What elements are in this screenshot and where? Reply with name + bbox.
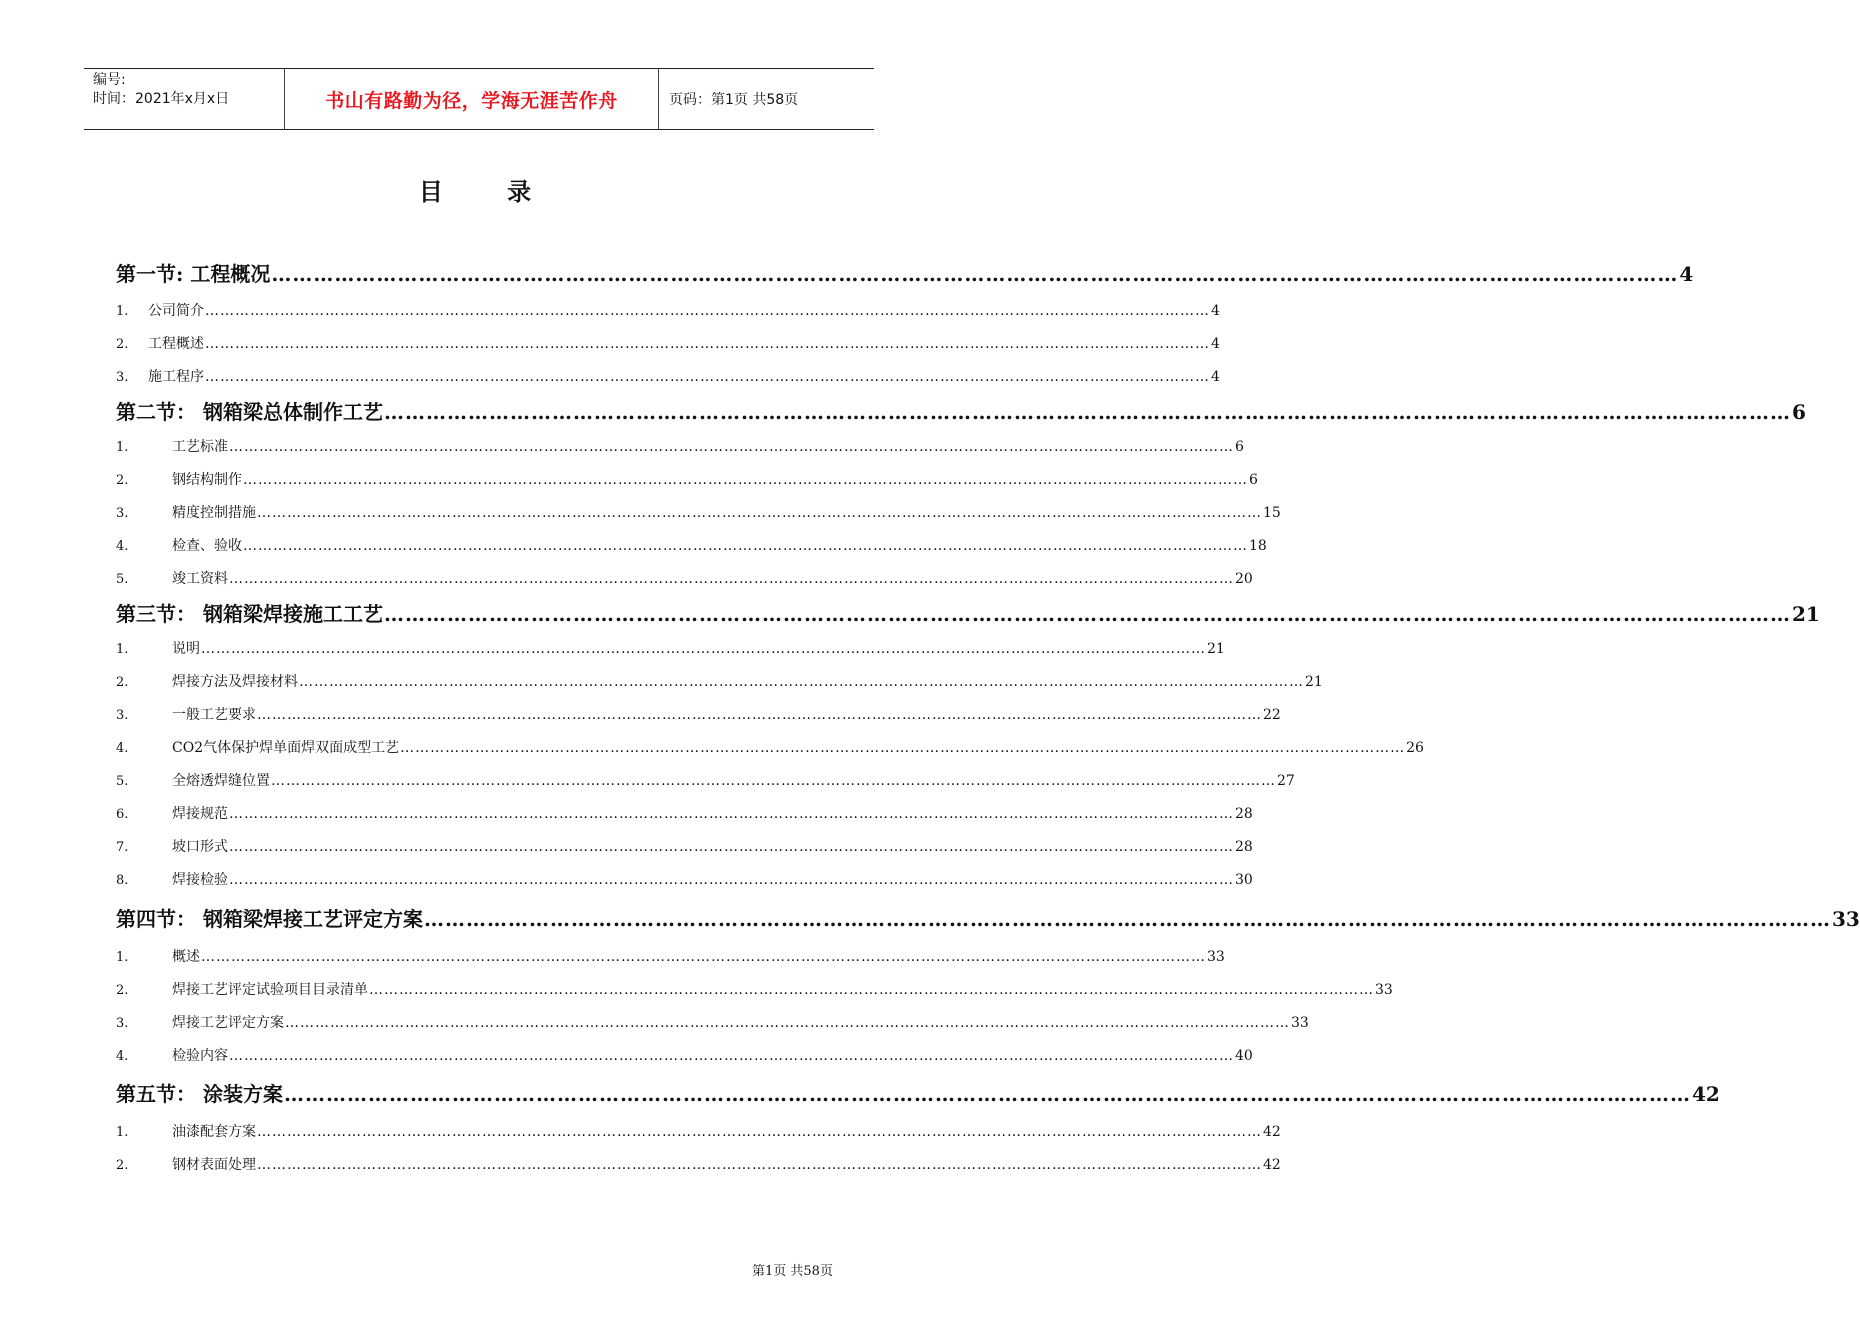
toc-section-page: 33 (1831, 907, 1860, 931)
toc-item-page: 27 (1277, 773, 1295, 789)
toc-item-title: 说明 (172, 641, 200, 657)
toc-section-page: 6 (1791, 400, 1806, 424)
toc-section-title: 第三节： 钢箱梁焊接施工工艺 (116, 602, 383, 626)
toc-item[interactable] (116, 946, 1225, 968)
toc-item[interactable] (116, 1121, 1281, 1143)
toc-item[interactable] (116, 836, 1253, 858)
toc-item-page: 33 (1207, 949, 1225, 965)
toc-leader-dots: ………………………………………………………………………………………………………………………………………………………………………………… (271, 773, 1276, 789)
toc-leader-dots: ………………………………………………………………………………………………………………………………………………………………………………… (229, 1048, 1234, 1064)
toc-item[interactable] (116, 704, 1281, 726)
toc-item-number: 8. (116, 873, 129, 888)
toc-item-title: 公司简介 (148, 303, 204, 319)
toc-item-page: 42 (1263, 1157, 1281, 1173)
toc-item-title: 焊接检验 (172, 872, 228, 888)
toc-item[interactable] (116, 979, 1393, 1001)
toc-item[interactable] (116, 638, 1225, 660)
toc-item-title: 施工程序 (148, 369, 204, 385)
toc-section-page: 4 (1679, 262, 1694, 286)
toc-leader-dots: ………………………………………………………………………………………………………………………………………………………………………………… (423, 907, 1831, 931)
toc-leader-dots: ………………………………………………………………………………………………………………………………………………………………………………… (229, 872, 1234, 888)
toc-leader-dots: ………………………………………………………………………………………………………………………………………………………………………………… (229, 839, 1234, 855)
toc-section[interactable] (116, 598, 1820, 628)
toc-item-number: 2. (116, 337, 129, 352)
toc-item-number: 2. (116, 1158, 129, 1173)
toc-item-number: 3. (116, 708, 129, 723)
toc-leader-dots: ………………………………………………………………………………………………………………………………………………………………………………… (205, 336, 1210, 352)
toc-item-page: 6 (1249, 472, 1258, 488)
toc-leader-dots: ………………………………………………………………………………………………………………………………………………………………………………… (285, 1015, 1290, 1031)
header-page-info: 页码：第1页 共58页 (669, 92, 799, 108)
toc-item-page: 4 (1211, 369, 1220, 385)
toc-item[interactable] (116, 502, 1281, 524)
toc-item-page: 22 (1263, 707, 1281, 723)
toc-section[interactable] (116, 903, 1860, 933)
page-header (84, 68, 874, 130)
toc-item-number: 4. (116, 539, 129, 554)
toc-section-title: 第四节： 钢箱梁焊接工艺评定方案 (116, 907, 423, 931)
toc-leader-dots: ………………………………………………………………………………………………………………………………………………………………………………… (400, 740, 1406, 756)
toc-section-title: 第一节: 工程概况 (116, 262, 271, 286)
toc-item-number: 3. (116, 370, 129, 385)
toc-leader-dots: ………………………………………………………………………………………………………………………………………………………………………………… (271, 262, 1679, 286)
toc-leader-dots: ………………………………………………………………………………………………………………………………………………………………………………… (299, 674, 1304, 690)
toc-item-number: 2. (116, 983, 129, 998)
toc-leader-dots: ………………………………………………………………………………………………………………………………………………………………………………… (383, 602, 1791, 626)
toc-item-page: 20 (1235, 571, 1253, 587)
toc-item-page: 15 (1263, 505, 1281, 521)
header-meta (84, 69, 285, 129)
toc-item-page: 18 (1249, 538, 1267, 554)
toc-leader-dots: ………………………………………………………………………………………………………………………………………………………………………………… (229, 806, 1234, 822)
toc-section[interactable] (116, 258, 1694, 288)
toc-section-title: 第二节： 钢箱梁总体制作工艺 (116, 400, 383, 424)
toc-item-title: 油漆配套方案 (172, 1124, 256, 1140)
toc-item-number: 6. (116, 807, 129, 822)
toc-leader-dots: ………………………………………………………………………………………………………………………………………………………………………………… (229, 439, 1234, 455)
toc-item-page: 42 (1263, 1124, 1281, 1140)
toc-section-page: 21 (1791, 602, 1820, 626)
toc-item-title: 检查、验收 (172, 538, 242, 554)
toc-item-title: 精度控制措施 (172, 505, 256, 521)
toc-leader-dots: ………………………………………………………………………………………………………………………………………………………………………………… (257, 505, 1262, 521)
toc-item-title: 检验内容 (172, 1048, 228, 1064)
toc-item-number: 3. (116, 506, 129, 521)
toc-item[interactable] (116, 1012, 1309, 1034)
toc-section[interactable] (116, 1078, 1720, 1108)
toc-item-title: 坡口形式 (172, 839, 228, 855)
toc-item-title: 焊接规范 (172, 806, 228, 822)
toc-item-number: 4. (116, 741, 129, 756)
toc-section-title: 第五节： 涂装方案 (116, 1082, 283, 1106)
toc-item[interactable] (116, 770, 1295, 792)
toc-item-title: 焊接工艺评定方案 (172, 1015, 284, 1031)
toc-item-title: 全熔透焊缝位置 (172, 773, 270, 789)
toc-leader-dots: ………………………………………………………………………………………………………………………………………………………………………………… (383, 400, 1791, 424)
toc-item-page: 4 (1211, 303, 1220, 319)
toc-item-number: 5. (116, 774, 129, 789)
toc-item[interactable] (116, 737, 1424, 759)
toc-leader-dots: ………………………………………………………………………………………………………………………………………………………………………………… (205, 369, 1210, 385)
document-title: 目 录 (418, 177, 560, 206)
toc-item[interactable] (116, 469, 1258, 491)
toc-item-title: 工艺标准 (172, 439, 228, 455)
toc-item-number: 4. (116, 1049, 129, 1064)
toc-leader-dots: ………………………………………………………………………………………………………………………………………………………………………………… (283, 1082, 1691, 1106)
toc-item[interactable] (116, 803, 1253, 825)
header-motto: 书山有路勤为径，学海无涯苦作舟 (285, 69, 659, 129)
toc-item-page: 21 (1207, 641, 1225, 657)
toc-leader-dots: ………………………………………………………………………………………………………………………………………………………………………………… (205, 303, 1210, 319)
toc-item[interactable] (116, 366, 1220, 388)
toc-leader-dots: ………………………………………………………………………………………………………………………………………………………………………………… (229, 571, 1234, 587)
toc-item-number: 1. (116, 950, 129, 965)
time-label: 时间：2021年x月x日 (93, 91, 230, 107)
toc-leader-dots: ………………………………………………………………………………………………………………………………………………………………………………… (369, 982, 1374, 998)
toc-item-page: 33 (1291, 1015, 1309, 1031)
toc-item[interactable] (116, 568, 1253, 590)
toc-item-title: 焊接方法及焊接材料 (172, 674, 298, 690)
toc-item-number: 2. (116, 675, 129, 690)
toc-item-title: 焊接工艺评定试验项目目录清单 (172, 982, 368, 998)
toc-leader-dots: ………………………………………………………………………………………………………………………………………………………………………………… (257, 1157, 1262, 1173)
toc-item-number: 2. (116, 473, 129, 488)
toc-item-number: 5. (116, 572, 129, 587)
toc-leader-dots: ………………………………………………………………………………………………………………………………………………………………………………… (243, 472, 1248, 488)
toc-item-title: 钢结构制作 (172, 472, 242, 488)
toc-item-title: CO2气体保护焊单面焊双面成型工艺 (172, 740, 400, 756)
toc-item-number: 1. (116, 440, 129, 455)
toc-item[interactable] (116, 300, 1220, 322)
toc-item-number: 7. (116, 840, 129, 855)
toc-item-page: 26 (1406, 740, 1424, 756)
toc-item[interactable] (116, 869, 1253, 891)
toc-item-page: 6 (1235, 439, 1244, 455)
toc-leader-dots: ………………………………………………………………………………………………………………………………………………………………………………… (257, 1124, 1262, 1140)
toc-item-number: 1. (116, 642, 129, 657)
toc-leader-dots: ………………………………………………………………………………………………………………………………………………………………………………… (201, 641, 1206, 657)
toc-item-title: 概述 (172, 949, 200, 965)
toc-item[interactable] (116, 1154, 1281, 1176)
toc-leader-dots: ………………………………………………………………………………………………………………………………………………………………………………… (201, 949, 1206, 965)
toc-leader-dots: ………………………………………………………………………………………………………………………………………………………………………………… (243, 538, 1248, 554)
toc-item-title: 工程概述 (148, 336, 204, 352)
toc-item-page: 40 (1235, 1048, 1253, 1064)
number-label: 编号: (93, 72, 126, 88)
toc-item-page: 33 (1375, 982, 1393, 998)
toc-item[interactable] (116, 671, 1323, 693)
toc-item-page: 28 (1235, 839, 1253, 855)
toc-section[interactable] (116, 396, 1806, 426)
toc-section-page: 42 (1691, 1082, 1720, 1106)
toc-leader-dots: ………………………………………………………………………………………………………………………………………………………………………………… (257, 707, 1262, 723)
toc-item[interactable] (116, 333, 1220, 355)
toc-item-number: 3. (116, 1016, 129, 1031)
toc-item-page: 28 (1235, 806, 1253, 822)
toc-item-page: 4 (1211, 336, 1220, 352)
toc-item-page: 21 (1305, 674, 1323, 690)
toc-item-page: 30 (1235, 872, 1253, 888)
toc-item-title: 一般工艺要求 (172, 707, 256, 723)
toc-item-number: 1. (116, 304, 129, 319)
toc-item[interactable] (116, 436, 1244, 458)
toc-item-number: 1. (116, 1125, 129, 1140)
toc-item[interactable] (116, 535, 1267, 557)
footer-page-info: 第1页 共58页 (752, 1264, 833, 1279)
toc-item[interactable] (116, 1045, 1253, 1067)
toc-item-title: 钢材表面处理 (172, 1157, 256, 1173)
toc-item-title: 竣工资料 (172, 571, 228, 587)
